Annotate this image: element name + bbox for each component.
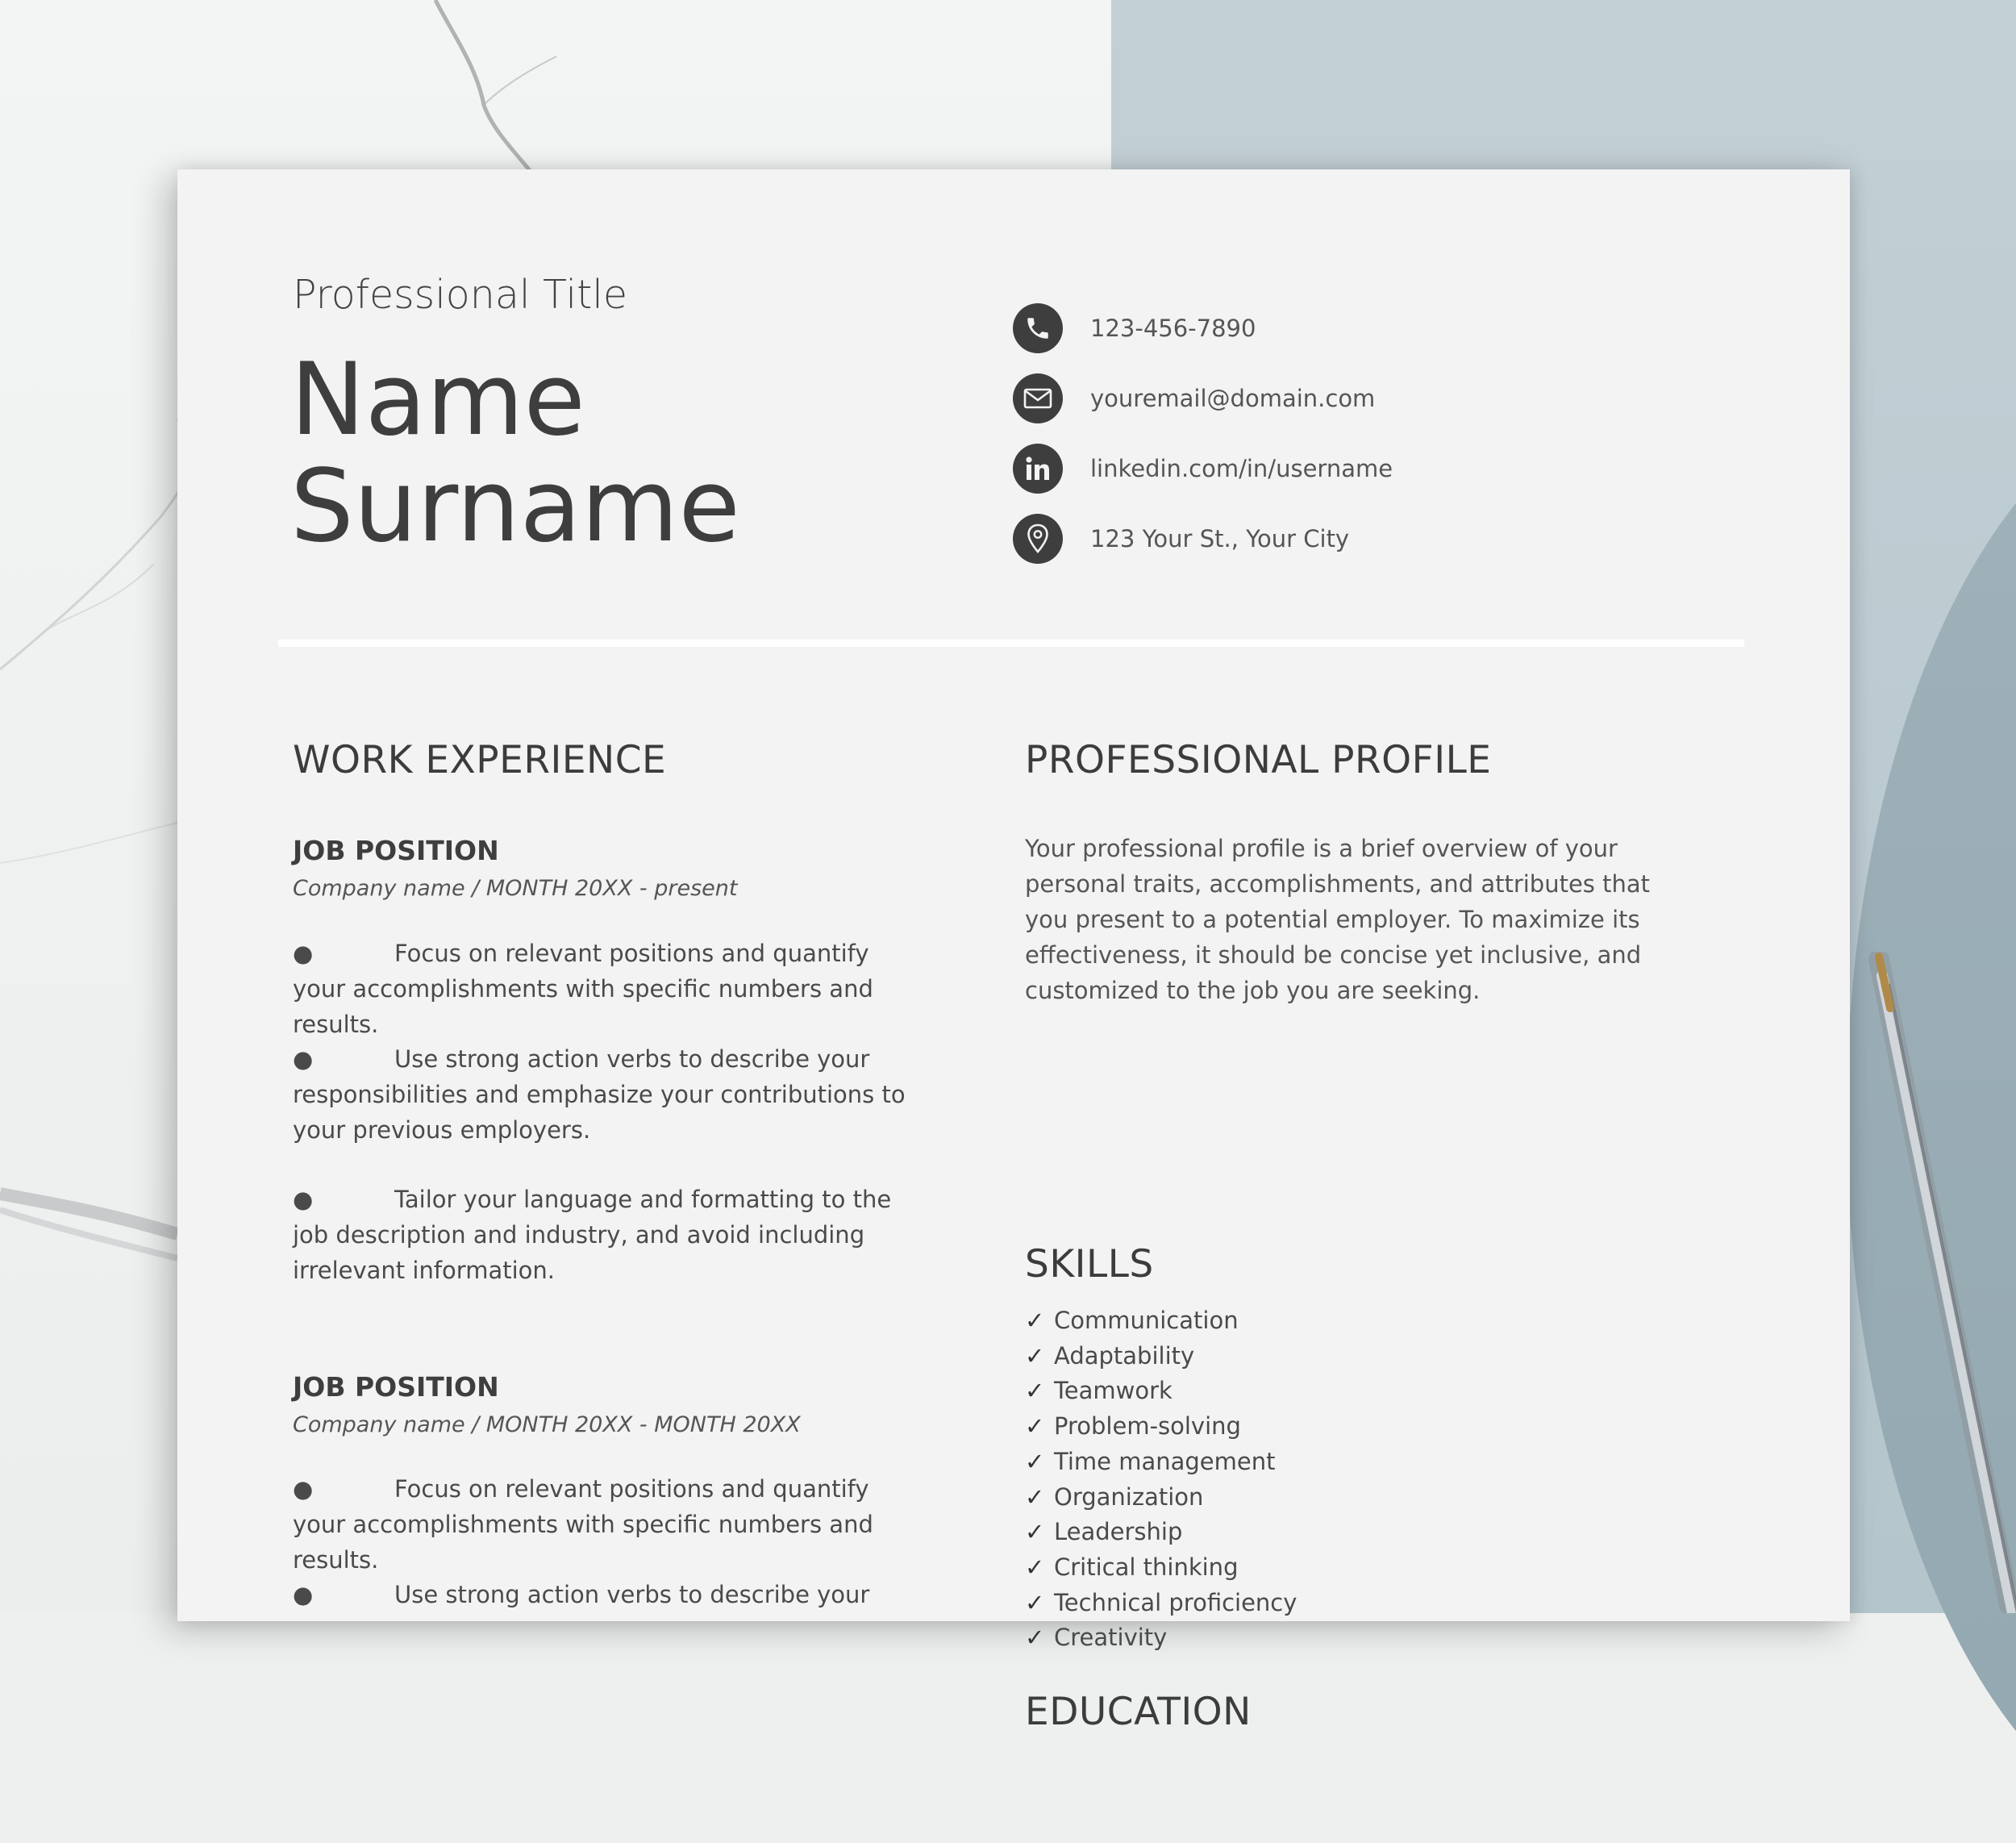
skill-item bbox=[1025, 1374, 1297, 1409]
linkedin-text: linkedin.com/in/username bbox=[1090, 455, 1393, 482]
skill-item bbox=[1025, 1550, 1297, 1586]
contact-address bbox=[1013, 514, 1577, 564]
job-bullet bbox=[293, 1041, 906, 1148]
location-pin-icon bbox=[1013, 514, 1063, 564]
contact-phone bbox=[1013, 303, 1577, 353]
skill-label: Creativity bbox=[1054, 1624, 1168, 1652]
skill-item bbox=[1025, 1339, 1297, 1374]
bullet-dot: ● bbox=[293, 1045, 314, 1073]
skill-label: Problem-solving bbox=[1054, 1412, 1241, 1441]
checkmark-icon: ✓ bbox=[1025, 1518, 1045, 1546]
checkmark-icon: ✓ bbox=[1025, 1447, 1045, 1475]
contact-linkedin bbox=[1013, 444, 1577, 494]
email-icon bbox=[1013, 373, 1063, 423]
full-name bbox=[290, 342, 740, 565]
linkedin-icon bbox=[1013, 444, 1063, 494]
skill-label: Technical proficiency bbox=[1054, 1588, 1297, 1616]
skill-item bbox=[1025, 1586, 1297, 1621]
phone-text: 123-456-7890 bbox=[1090, 315, 1256, 342]
header-divider bbox=[278, 640, 1744, 647]
checkmark-icon: ✓ bbox=[1025, 1553, 1045, 1581]
skill-item bbox=[1025, 1409, 1297, 1445]
work-experience-heading: WORK EXPERIENCE bbox=[293, 738, 667, 782]
checkmark-icon: ✓ bbox=[1025, 1588, 1045, 1616]
skill-item bbox=[1025, 1480, 1297, 1516]
skills-heading: SKILLS bbox=[1025, 1242, 1154, 1286]
skill-item bbox=[1025, 1303, 1297, 1339]
job-company: Company name / MONTH 20XX - present bbox=[293, 876, 738, 901]
skill-label: Time management bbox=[1054, 1447, 1276, 1475]
last-name: Surname bbox=[290, 448, 740, 565]
checkmark-icon: ✓ bbox=[1025, 1377, 1045, 1405]
bullet-dot: ● bbox=[293, 1475, 314, 1503]
pen-icon bbox=[1868, 952, 2016, 1613]
phone-icon bbox=[1013, 303, 1063, 353]
education-heading: EDUCATION bbox=[1025, 1690, 1252, 1734]
address-text: 123 Your St., Your City bbox=[1090, 525, 1350, 552]
professional-title: Professional Title bbox=[293, 272, 628, 318]
checkmark-icon: ✓ bbox=[1025, 1307, 1045, 1334]
skills-list bbox=[1025, 1303, 1297, 1656]
email-text: youremail@domain.com bbox=[1090, 385, 1376, 412]
resume-page bbox=[177, 169, 1850, 1734]
job-position: JOB POSITION bbox=[293, 1371, 499, 1403]
skill-item bbox=[1025, 1445, 1297, 1480]
bullet-text: Use strong action verbs to describe your responsibilities and emphasize your contributions to your previous employers. bbox=[293, 1045, 906, 1144]
bullet-dot: ● bbox=[293, 1186, 314, 1213]
skill-label: Communication bbox=[1054, 1307, 1239, 1334]
contact-email bbox=[1013, 373, 1577, 423]
job-bullet bbox=[293, 1182, 906, 1288]
job-bullet bbox=[293, 1577, 906, 1612]
job-position: JOB POSITION bbox=[293, 835, 499, 866]
bullet-dot: ● bbox=[293, 1581, 314, 1608]
bullet-text: Use strong action verbs to describe your bbox=[394, 1581, 870, 1608]
job-company: Company name / MONTH 20XX - MONTH 20XX bbox=[293, 1412, 801, 1437]
skill-label: Critical thinking bbox=[1054, 1553, 1239, 1581]
checkmark-icon: ✓ bbox=[1025, 1624, 1045, 1652]
job-bullet bbox=[293, 1471, 906, 1578]
professional-profile-heading: PROFESSIONAL PROFILE bbox=[1025, 738, 1492, 782]
skill-label: Teamwork bbox=[1054, 1377, 1173, 1405]
bullet-text: Focus on relevant positions and quantify your accomplishments with specific numbers and results. bbox=[293, 1475, 873, 1574]
skill-item bbox=[1025, 1620, 1297, 1656]
profile-text: Your professional profile is a brief overview of your personal traits, accomplishments, and attributes that you present to a potential employer. To maximize its effectiveness, it should be concise yet inclusive, and customized to the job you are seeking. bbox=[1025, 835, 1651, 1004]
checkmark-icon: ✓ bbox=[1025, 1412, 1045, 1441]
bullet-dot: ● bbox=[293, 940, 314, 967]
skill-item bbox=[1025, 1515, 1297, 1550]
bullet-text: Tailor your language and formatting to the job description and industry, and avoid including irrelevant information. bbox=[293, 1186, 892, 1284]
checkmark-icon: ✓ bbox=[1025, 1482, 1045, 1511]
job-bullet bbox=[293, 936, 906, 1042]
checkmark-icon: ✓ bbox=[1025, 1341, 1045, 1370]
first-name: Name bbox=[290, 342, 585, 458]
skill-label: Adaptability bbox=[1054, 1341, 1195, 1370]
bullet-text: Focus on relevant positions and quantify your accomplishments with specific numbers and results. bbox=[293, 940, 873, 1038]
skill-label: Organization bbox=[1054, 1482, 1204, 1511]
skill-label: Leadership bbox=[1054, 1518, 1183, 1546]
